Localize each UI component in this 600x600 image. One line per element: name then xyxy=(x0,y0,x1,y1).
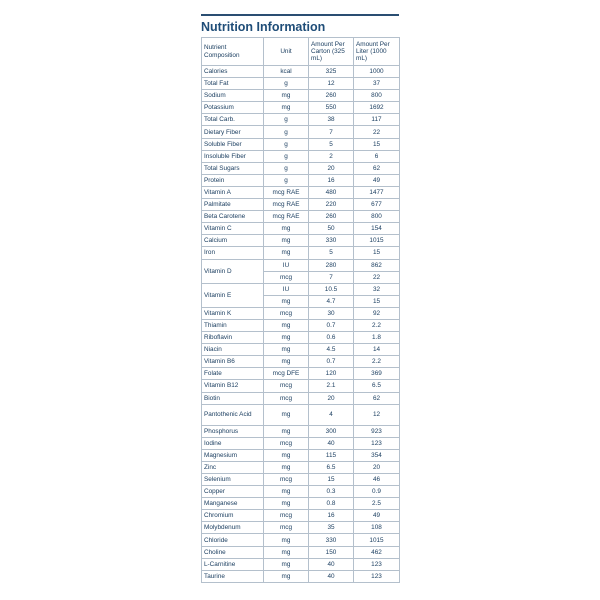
per-carton-cell: 480 xyxy=(309,186,354,198)
nutrient-name: Potassium xyxy=(202,102,264,114)
per-liter-cell: 2.2 xyxy=(354,356,400,368)
table-row xyxy=(202,247,400,259)
table-row xyxy=(202,449,400,461)
unit-cell: mg xyxy=(264,546,309,558)
per-carton-cell: 325 xyxy=(309,66,354,78)
nutrient-name: Vitamin B12 xyxy=(202,380,264,392)
per-carton-cell: 4 xyxy=(309,404,354,425)
table-row xyxy=(202,126,400,138)
per-liter-cell: 15 xyxy=(354,247,400,259)
per-liter-cell: 0.9 xyxy=(354,486,400,498)
per-liter-cell: 22 xyxy=(354,126,400,138)
nutrient-name: Vitamin A xyxy=(202,186,264,198)
per-carton-cell: 12 xyxy=(309,78,354,90)
nutrient-name: Choline xyxy=(202,546,264,558)
per-liter-cell: 462 xyxy=(354,546,400,558)
per-carton-cell: 5 xyxy=(309,138,354,150)
unit-cell: IU xyxy=(264,259,309,271)
unit-cell: mcg xyxy=(264,307,309,319)
unit-cell: mg xyxy=(264,558,309,570)
unit-cell: mcg xyxy=(264,522,309,534)
unit-cell: g xyxy=(264,162,309,174)
nutrient-name: Copper xyxy=(202,486,264,498)
unit-cell: g xyxy=(264,126,309,138)
per-carton-cell: 35 xyxy=(309,522,354,534)
nutrient-name: Palmitate xyxy=(202,199,264,211)
nutrient-name: Vitamin E xyxy=(202,283,264,307)
per-liter-cell: 15 xyxy=(354,295,400,307)
nutrition-table xyxy=(201,37,400,583)
unit-cell: mg xyxy=(264,247,309,259)
nutrient-name: Manganese xyxy=(202,498,264,510)
nutrient-name: Riboflavin xyxy=(202,332,264,344)
nutrient-name: Calcium xyxy=(202,235,264,247)
per-liter-cell: 20 xyxy=(354,461,400,473)
unit-cell: g xyxy=(264,174,309,186)
nutrient-name: Calories xyxy=(202,66,264,78)
per-carton-cell: 16 xyxy=(309,510,354,522)
nutrient-name: Iodine xyxy=(202,437,264,449)
nutrient-name: Vitamin D xyxy=(202,259,264,283)
table-row xyxy=(202,570,400,582)
per-carton-cell: 0.6 xyxy=(309,332,354,344)
per-carton-cell: 38 xyxy=(309,114,354,126)
unit-cell: mg xyxy=(264,570,309,582)
per-carton-cell: 20 xyxy=(309,392,354,404)
nutrient-name: Protein xyxy=(202,174,264,186)
table-row xyxy=(202,404,400,425)
per-liter-cell: 22 xyxy=(354,271,400,283)
per-carton-cell: 50 xyxy=(309,223,354,235)
table-row xyxy=(202,498,400,510)
nutrient-name: Phosphorus xyxy=(202,425,264,437)
table-row xyxy=(202,283,400,295)
table-row xyxy=(202,307,400,319)
nutrient-name: Beta Carotene xyxy=(202,211,264,223)
per-carton-cell: 0.3 xyxy=(309,486,354,498)
nutrient-name: Iron xyxy=(202,247,264,259)
per-carton-cell: 40 xyxy=(309,558,354,570)
nutrient-name: Vitamin K xyxy=(202,307,264,319)
table-row xyxy=(202,66,400,78)
nutrient-name: Insoluble Fiber xyxy=(202,150,264,162)
table-row xyxy=(202,437,400,449)
unit-cell: mcg xyxy=(264,437,309,449)
table-row xyxy=(202,344,400,356)
unit-cell: mg xyxy=(264,332,309,344)
table-row xyxy=(202,138,400,150)
nutrient-name: Chloride xyxy=(202,534,264,546)
per-liter-cell: 800 xyxy=(354,211,400,223)
unit-cell: IU xyxy=(264,283,309,295)
unit-cell: mcg RAE xyxy=(264,186,309,198)
unit-cell: mg xyxy=(264,404,309,425)
nutrient-name: Total Carb. xyxy=(202,114,264,126)
table-row xyxy=(202,474,400,486)
per-liter-cell: 2.2 xyxy=(354,319,400,331)
unit-cell: mg xyxy=(264,319,309,331)
title-rule xyxy=(201,14,399,16)
table-row xyxy=(202,114,400,126)
per-liter-cell: 1.8 xyxy=(354,332,400,344)
unit-cell: mg xyxy=(264,295,309,307)
unit-cell: mg xyxy=(264,102,309,114)
nutrient-name: Total Fat xyxy=(202,78,264,90)
per-liter-cell: 1000 xyxy=(354,66,400,78)
per-carton-cell: 260 xyxy=(309,90,354,102)
per-carton-cell: 30 xyxy=(309,307,354,319)
per-liter-cell: 117 xyxy=(354,114,400,126)
per-liter-cell: 49 xyxy=(354,510,400,522)
per-carton-cell: 15 xyxy=(309,474,354,486)
per-liter-cell: 108 xyxy=(354,522,400,534)
table-row xyxy=(202,102,400,114)
unit-cell: mg xyxy=(264,425,309,437)
per-liter-cell: 123 xyxy=(354,558,400,570)
unit-cell: mg xyxy=(264,486,309,498)
nutrient-name: Dietary Fiber xyxy=(202,126,264,138)
unit-cell: g xyxy=(264,78,309,90)
per-liter-cell: 32 xyxy=(354,283,400,295)
header-row xyxy=(202,38,400,66)
per-liter-cell: 62 xyxy=(354,162,400,174)
per-liter-cell: 37 xyxy=(354,78,400,90)
nutrient-name: Taurine xyxy=(202,570,264,582)
per-liter-cell: 354 xyxy=(354,449,400,461)
unit-cell: mcg xyxy=(264,510,309,522)
per-carton-cell: 120 xyxy=(309,368,354,380)
per-carton-cell: 7 xyxy=(309,271,354,283)
per-liter-cell: 92 xyxy=(354,307,400,319)
header-unit: Unit xyxy=(264,38,309,66)
table-row xyxy=(202,199,400,211)
nutrient-name: Total Sugars xyxy=(202,162,264,174)
per-carton-cell: 5 xyxy=(309,247,354,259)
table-row xyxy=(202,332,400,344)
per-carton-cell: 0.8 xyxy=(309,498,354,510)
unit-cell: mg xyxy=(264,344,309,356)
unit-cell: mcg DFE xyxy=(264,368,309,380)
table-row xyxy=(202,259,400,271)
per-liter-cell: 154 xyxy=(354,223,400,235)
table-row xyxy=(202,558,400,570)
table-row xyxy=(202,486,400,498)
per-carton-cell: 550 xyxy=(309,102,354,114)
unit-cell: mcg RAE xyxy=(264,211,309,223)
table-row xyxy=(202,150,400,162)
unit-cell: mg xyxy=(264,534,309,546)
per-liter-cell: 862 xyxy=(354,259,400,271)
per-liter-cell: 123 xyxy=(354,437,400,449)
per-carton-cell: 2.1 xyxy=(309,380,354,392)
nutrient-name: Biotin xyxy=(202,392,264,404)
table-body xyxy=(202,66,400,583)
unit-cell: mcg RAE xyxy=(264,199,309,211)
unit-cell: kcal xyxy=(264,66,309,78)
table-row xyxy=(202,534,400,546)
table-row xyxy=(202,356,400,368)
table-row xyxy=(202,368,400,380)
per-carton-cell: 40 xyxy=(309,437,354,449)
nutrient-name: Selenium xyxy=(202,474,264,486)
unit-cell: mg xyxy=(264,223,309,235)
table-row xyxy=(202,510,400,522)
per-carton-cell: 280 xyxy=(309,259,354,271)
per-carton-cell: 40 xyxy=(309,570,354,582)
nutrient-name: Soluble Fiber xyxy=(202,138,264,150)
per-liter-cell: 1015 xyxy=(354,235,400,247)
per-liter-cell: 2.5 xyxy=(354,498,400,510)
unit-cell: mg xyxy=(264,449,309,461)
per-liter-cell: 1015 xyxy=(354,534,400,546)
table-row xyxy=(202,211,400,223)
unit-cell: mg xyxy=(264,356,309,368)
nutrient-name: L-Carnitine xyxy=(202,558,264,570)
per-carton-cell: 115 xyxy=(309,449,354,461)
table-row xyxy=(202,174,400,186)
per-liter-cell: 1692 xyxy=(354,102,400,114)
per-liter-cell: 6 xyxy=(354,150,400,162)
nutrient-name: Folate xyxy=(202,368,264,380)
unit-cell: mcg xyxy=(264,271,309,283)
per-carton-cell: 16 xyxy=(309,174,354,186)
table-row xyxy=(202,235,400,247)
table-row xyxy=(202,90,400,102)
per-carton-cell: 260 xyxy=(309,211,354,223)
per-carton-cell: 150 xyxy=(309,546,354,558)
per-carton-cell: 220 xyxy=(309,199,354,211)
nutrient-name: Magnesium xyxy=(202,449,264,461)
table-row xyxy=(202,461,400,473)
per-carton-cell: 0.7 xyxy=(309,356,354,368)
table-row xyxy=(202,78,400,90)
per-carton-cell: 6.5 xyxy=(309,461,354,473)
per-carton-cell: 4.5 xyxy=(309,344,354,356)
unit-cell: g xyxy=(264,114,309,126)
per-carton-cell: 10.5 xyxy=(309,283,354,295)
header-nutrient: Nutrient Composition xyxy=(202,38,264,66)
unit-cell: g xyxy=(264,150,309,162)
per-liter-cell: 14 xyxy=(354,344,400,356)
unit-cell: mcg xyxy=(264,380,309,392)
per-carton-cell: 300 xyxy=(309,425,354,437)
unit-cell: mg xyxy=(264,90,309,102)
per-liter-cell: 123 xyxy=(354,570,400,582)
table-row xyxy=(202,546,400,558)
header-per-carton: Amount Per Carton (325 mL) xyxy=(309,38,354,66)
per-liter-cell: 800 xyxy=(354,90,400,102)
per-carton-cell: 330 xyxy=(309,534,354,546)
per-liter-cell: 49 xyxy=(354,174,400,186)
unit-cell: mg xyxy=(264,461,309,473)
table-row xyxy=(202,380,400,392)
per-carton-cell: 0.7 xyxy=(309,319,354,331)
nutrient-name: Pantothenic Acid xyxy=(202,404,264,425)
per-liter-cell: 62 xyxy=(354,392,400,404)
per-carton-cell: 4.7 xyxy=(309,295,354,307)
nutrient-name: Vitamin B6 xyxy=(202,356,264,368)
nutrient-name: Niacin xyxy=(202,344,264,356)
unit-cell: mg xyxy=(264,498,309,510)
unit-cell: mcg xyxy=(264,474,309,486)
nutrient-name: Sodium xyxy=(202,90,264,102)
per-carton-cell: 20 xyxy=(309,162,354,174)
per-liter-cell: 677 xyxy=(354,199,400,211)
nutrient-name: Thiamin xyxy=(202,319,264,331)
table-row xyxy=(202,522,400,534)
per-carton-cell: 2 xyxy=(309,150,354,162)
unit-cell: mcg xyxy=(264,392,309,404)
page-title: Nutrition Information xyxy=(201,20,326,34)
unit-cell: g xyxy=(264,138,309,150)
nutrition-panel xyxy=(201,14,399,583)
per-liter-cell: 46 xyxy=(354,474,400,486)
header-per-liter: Amount Per Liter (1000 mL) xyxy=(354,38,400,66)
per-liter-cell: 12 xyxy=(354,404,400,425)
table-row xyxy=(202,162,400,174)
nutrient-name: Chromium xyxy=(202,510,264,522)
per-liter-cell: 6.5 xyxy=(354,380,400,392)
per-liter-cell: 923 xyxy=(354,425,400,437)
nutrient-name: Molybdenum xyxy=(202,522,264,534)
table-row xyxy=(202,186,400,198)
table-row xyxy=(202,392,400,404)
per-carton-cell: 330 xyxy=(309,235,354,247)
table-row xyxy=(202,425,400,437)
per-liter-cell: 369 xyxy=(354,368,400,380)
table-row xyxy=(202,319,400,331)
nutrient-name: Vitamin C xyxy=(202,223,264,235)
unit-cell: mg xyxy=(264,235,309,247)
per-liter-cell: 15 xyxy=(354,138,400,150)
per-carton-cell: 7 xyxy=(309,126,354,138)
table-row xyxy=(202,223,400,235)
nutrient-name: Zinc xyxy=(202,461,264,473)
per-liter-cell: 1477 xyxy=(354,186,400,198)
